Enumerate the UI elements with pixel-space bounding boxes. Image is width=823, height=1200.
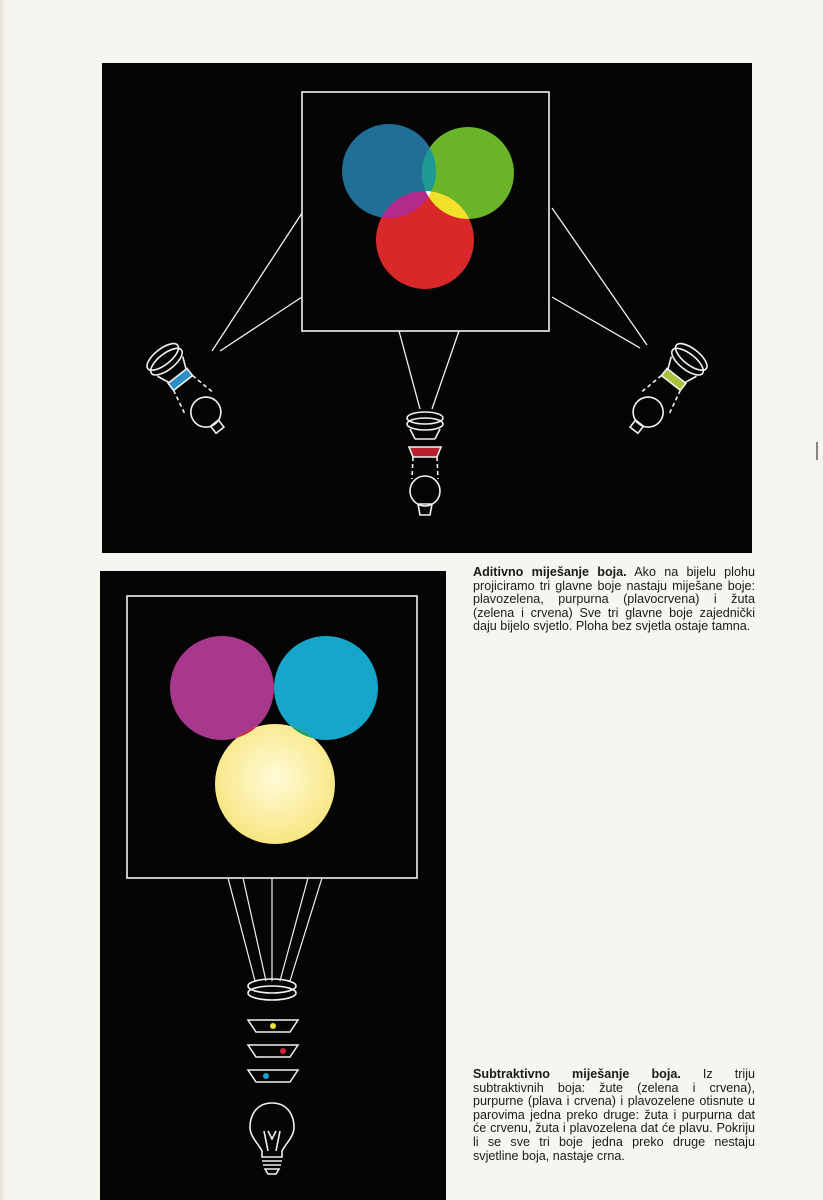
subtractive-caption: [473, 1068, 755, 1163]
page-edge: [0, 0, 6, 1200]
projector-center-icon: [407, 412, 443, 515]
color-filter-stack-icon: [248, 1020, 298, 1082]
additive-mixing-illustration: [102, 63, 752, 553]
lens-icon: [248, 979, 296, 1000]
additive-caption-title: Aditivno miješanje boja.: [473, 565, 627, 579]
light-bulb-icon: [250, 1103, 294, 1174]
cyan-ink-circle: [274, 636, 378, 740]
subtractive-diagram: [100, 571, 446, 1200]
projection-lines: [228, 878, 322, 981]
subtractive-caption-text: Iz triju subtraktivnih boja: žute (zelena i crvena), purpurne (plava i crvena) i plavozelene otisnute u parovima jedna preko druge: žuta i purpurna dat će crvenu, žuta i plavozelena dat će plavu. Pokriju li se sve tri boje jedna preko druge nestaju svjetline boja, nastaje crna.: [473, 1067, 756, 1163]
additive-diagram: [102, 63, 752, 553]
projector-right-icon: [619, 339, 711, 442]
magenta-ink-circle: [170, 636, 274, 740]
subtractive-mixing-illustration: [100, 571, 446, 1200]
projector-left-icon: [143, 339, 235, 442]
page-mark: [816, 442, 818, 460]
yellow-ink-circle: [215, 724, 335, 844]
subtractive-caption-title: Subtraktivno miješanje boja.: [473, 1067, 681, 1081]
additive-caption-text: Ako na bijelu plohu projiciramo tri glavne boje nastaju miješane boje: plavozelena, purpurna (plavocrvena) i žuta (zelena i crvena) Sve tri glavne boje zajednički daju bijelo svjetlo. Ploha bez svjetla ostaje tamna.: [473, 565, 755, 634]
additive-caption: [473, 566, 755, 634]
